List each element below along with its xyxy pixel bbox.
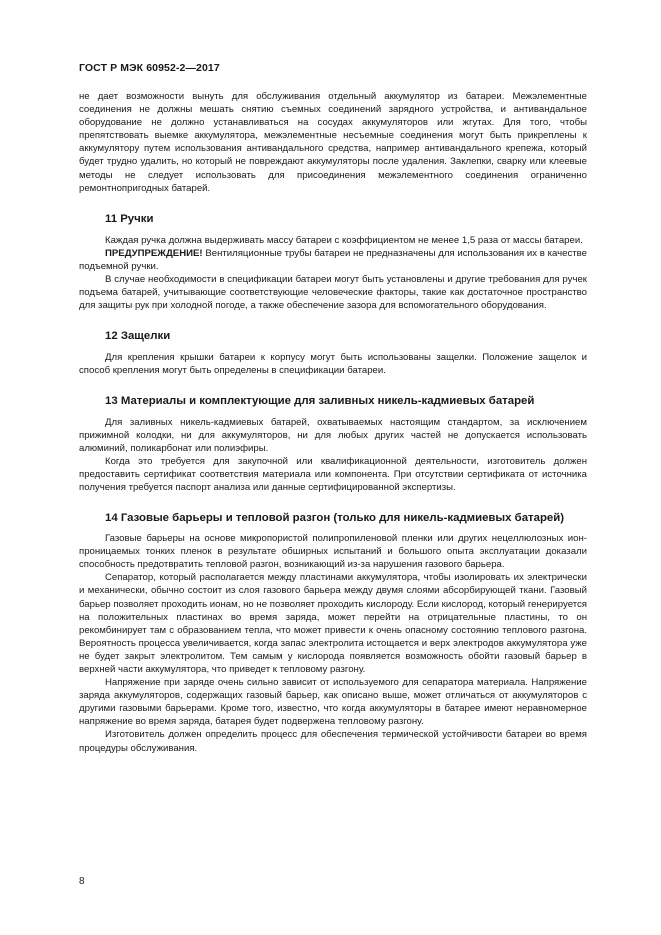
section-14-paragraph-2: Сепаратор, который располагается между пластинами аккумулятора, чтобы изолировать их электрически и механически, обычно состоит из слоя газового барьера между двумя слоями абсорбирующей ткани. Газовый барьер позволяет проходить ионам, но не позволяет проходить кислороду. Если кислород, который генерируется на положительных пластинах во время заряда, может перейти на отрицательные пластины, то он рекомбинирует там с образованием тепла, что может привести к очень опасному состоянию теплового разгона. Вероятность процесса увеличивается, когда запас электролита истощается и верх электродов аккумулятора уже не будет закрыт электролитом. Тем самым у кислорода появляется возможность обойти газовый барьер в верхней части аккумулятора, что приведет к тепловому разгону. xyxy=(79,572,587,675)
section-14-paragraph-3: Напряжение при заряде очень сильно зависит от используемого для сепаратора материала. Напряжение заряда аккумуляторов, содержащих газовый барьер, как описано выше, может отличаться от аккумуляторов с другими газовыми барьерами. Кроме того, известно, что когда аккумуляторы в батарее имеют неравномерное напряжение во время заряда, батарея будет подвержена тепловому разгону. xyxy=(79,677,587,728)
section-13-paragraph-1: Для заливных никель-кадмиевых батарей, охватываемых настоящим стандартом, за исключением прижимной колодки, ни для аккумуляторов, ни для любых других частей не допускается использовать алюминий, поликарбонат или полиэфиры. xyxy=(79,416,587,454)
section-12-paragraph-1: Для крепления крышки батареи к корпусу могут быть использованы защелки. Положение защелок и способ крепления могут быть определены в спецификации батареи. xyxy=(79,352,587,377)
section-11-paragraph-2: В случае необходимости в спецификации батареи могут быть установлены и другие требования для ручек подъема батарей, учитывающие соответствующие человеческие факторы, такие как достаточное пространство для защиты рук при холодной погоде, а также обеспечение зазора для вспомогательного оборудования. xyxy=(79,274,587,312)
section-14-paragraph-1: Газовые барьеры на основе микропористой полипропиленовой пленки или других нецеллюлозных ион-проницаемых тонких пленок в результате обширных испытаний и большого опыта эксплуатации доказали способность предотвратить тепловой разгон, возникающий из-за нарушения газового барьера. xyxy=(79,533,587,571)
warning-text: Вентиляционные трубы батареи не предназначены для использования их в качестве подъемной ручки. xyxy=(79,247,587,272)
intro-paragraph: не дает возможности вынуть для обслуживания отдельный аккумулятор из батареи. Межэлементные соединения не должны мешать снятию съемных соединений зарядного устройства, и антивандальное оборудование не должно устанавливаться на сосудах аккумуляторов или жгутах. Для того, чтобы препятствовать выемке аккумулятора, межэлементные несъемные соединения могут быть прикреплены к аккумулятору путем использования антивандального средства, например антивандального крепежа, который будет трудно удалить, но который не повреждают аккумуляторы после удаления. Заклепки, сварку или клеевые методы не следует использовать для присоединения межэлементного соединения ограниченно ремонтнопригодных батарей. xyxy=(79,91,587,194)
section-14-heading: 14 Газовые барьеры и тепловой разгон (только для никель-кадмиевых батарей) xyxy=(105,512,565,525)
section-13-paragraph-2: Когда это требуется для закупочной или квалификационной деятельности, изготовитель должен предоставить сертификат соответствия материала или компонента. При отсутствии сертификата от источника получения требуется паспорт анализа или данные сертифицированной экспертизы. xyxy=(79,455,587,493)
section-12-heading: 12 Защелки xyxy=(105,330,171,343)
section-13-heading: 13 Материалы и комплектующие для заливных никель-кадмиевых батарей xyxy=(105,394,535,407)
page-number: 8 xyxy=(79,876,85,887)
section-11-paragraph-1: Каждая ручка должна выдерживать массу батареи с коэффициентом не менее 1,5 раза от массы батареи. xyxy=(105,234,583,246)
section-11-warning xyxy=(79,247,587,273)
section-14-paragraph-4: Изготовитель должен определить процесс для обеспечения термической устойчивости батареи во время процедуры обслуживания. xyxy=(79,729,587,754)
document-header: ГОСТ Р МЭК 60952-2—2017 xyxy=(79,62,220,74)
document-body xyxy=(79,90,587,755)
section-11-heading: 11 Ручки xyxy=(105,212,154,225)
warning-label: ПРЕДУПРЕЖДЕНИЕ! xyxy=(105,247,203,259)
